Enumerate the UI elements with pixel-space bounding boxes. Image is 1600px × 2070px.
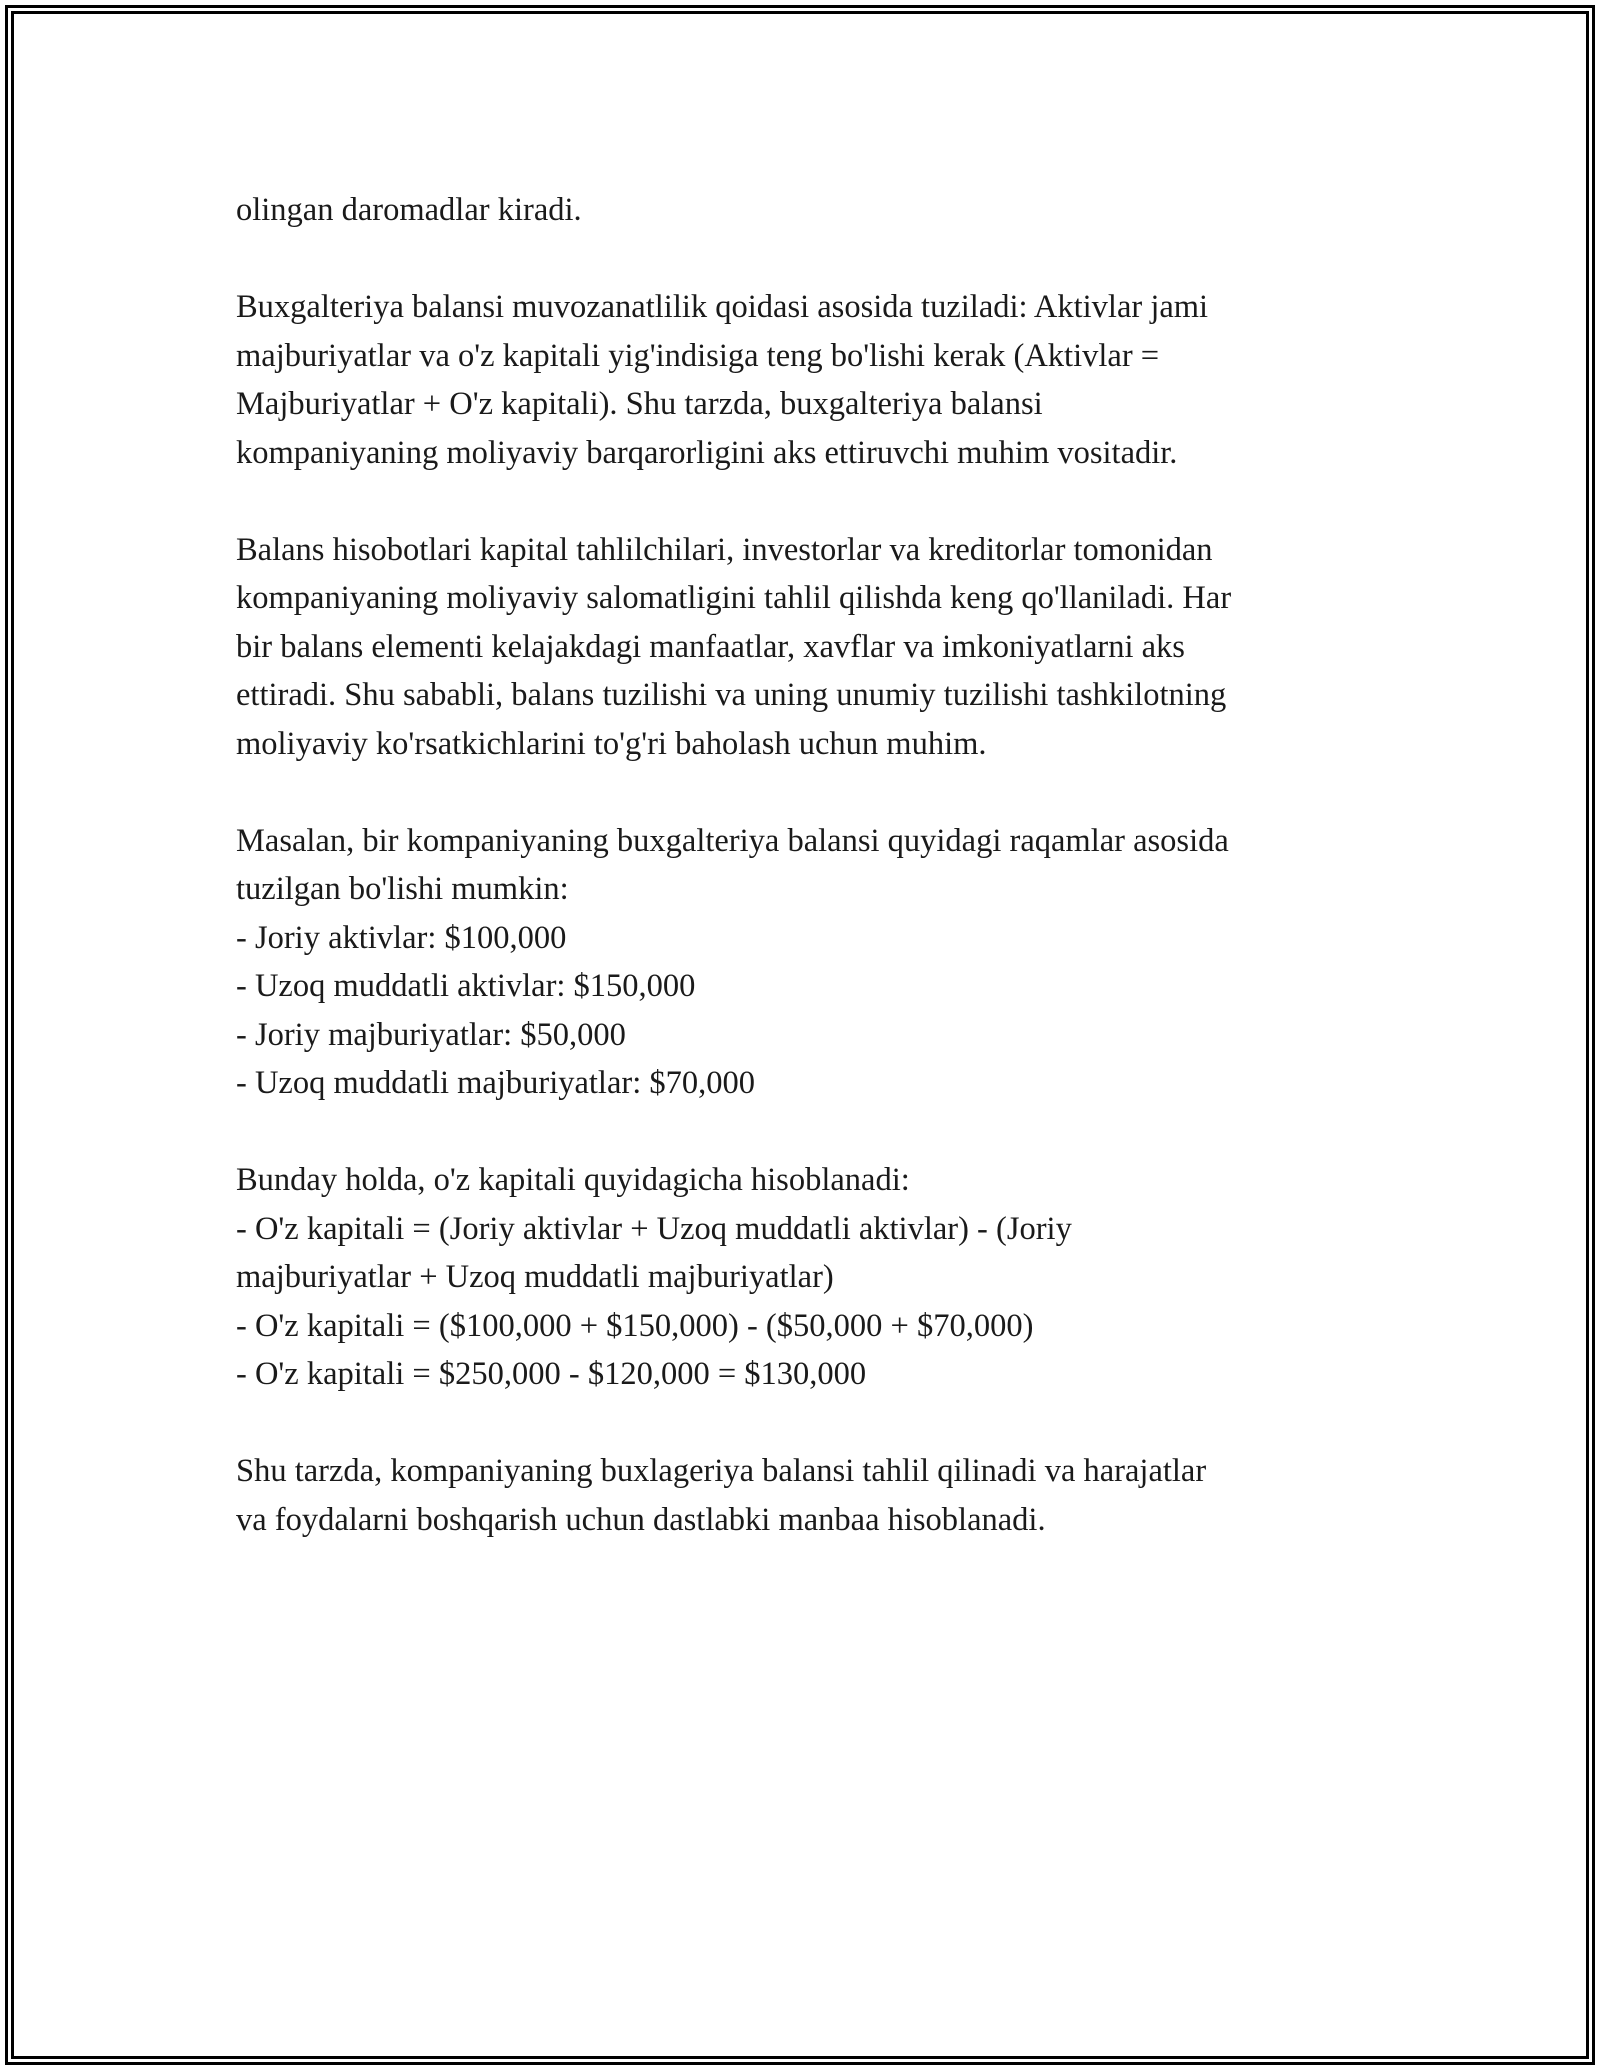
list-item: - Joriy majburiyatlar: $50,000 — [236, 1016, 626, 1053]
formula-line: majburiyatlar + Uzoq muddatli majburiyatlar) — [236, 1259, 834, 1295]
list-item: - Uzoq muddatli majburiyatlar: $70,000 — [236, 1065, 755, 1101]
text-line: moliyaviy ko'rsatkichlarini to'g'ri baholash uchun muhim. — [236, 725, 987, 762]
text-line: kompaniyaning moliyaviy barqarorligini aks ettiruvchi muhim vositadir. — [236, 434, 1178, 471]
text-line: olingan daromadlar kiradi. — [236, 192, 582, 228]
text-line: ettiradi. Shu sababli, balans tuzilishi va uning unumiy tuzilishi tashkilotning — [236, 677, 1227, 713]
text-line: Bunday holda, o'z kapitali quyidagicha hisoblanadi: — [236, 1162, 910, 1198]
paragraph-equity-calculation — [236, 1156, 1416, 1399]
list-item: - Uzoq muddatli aktivlar: $150,000 — [236, 968, 696, 1004]
text-line: kompaniyaning moliyaviy salomatligini tahlil qilishda keng qo'llaniladi. Har — [236, 580, 1232, 616]
formula-line: - O'z kapitali = ($100,000 + $150,000) - ($50,000 + $70,000) — [236, 1307, 1034, 1344]
text-line: Balans hisobotlari kapital tahlilchilari, investorlar va kreditorlar tomonidan — [236, 531, 1213, 568]
text-line: va foydalarni boshqarish uchun dastlabki manbaa hisoblanadi. — [236, 1501, 1046, 1538]
text-line: Majburiyatlar + O'z kapitali). Shu tarzda, buxgalteriya balansi — [236, 386, 1043, 422]
formula-line: - O'z kapitali = (Joriy aktivlar + Uzoq muddatli aktivlar) - (Joriy — [236, 1210, 1072, 1247]
text-line: tuzilgan bo'lishi mumkin: — [236, 871, 569, 907]
text-line: Masalan, bir kompaniyaning buxgalteriya balansi quyidagi raqamlar asosida — [236, 822, 1229, 859]
text-line: bir balans elementi kelajakdagi manfaatlar, xavflar va imkoniyatlarni aks — [236, 628, 1185, 665]
paragraph-balance-analysis — [236, 526, 1416, 769]
text-line: Shu tarzda, kompaniyaning buxlageriya balansi tahlil qilinadi va harajatlar — [236, 1453, 1207, 1489]
paragraph-intro-tail — [236, 186, 1416, 235]
paragraph-balance-rule — [236, 283, 1416, 477]
list-item: - Joriy aktivlar: $100,000 — [236, 919, 567, 956]
formula-line: - O'z kapitali = $250,000 - $120,000 = $130,000 — [236, 1356, 867, 1392]
paragraph-conclusion — [236, 1447, 1416, 1544]
paragraph-example-figures — [236, 817, 1416, 1108]
text-line: majburiyatlar va o'z kapitali yig'indisiga teng bo'lishi kerak (Aktivlar = — [236, 337, 1160, 374]
document-body — [236, 186, 1416, 1593]
text-line: Buxgalteriya balansi muvozanatlilik qoidasi asosida tuziladi: Aktivlar jami — [236, 289, 1209, 325]
